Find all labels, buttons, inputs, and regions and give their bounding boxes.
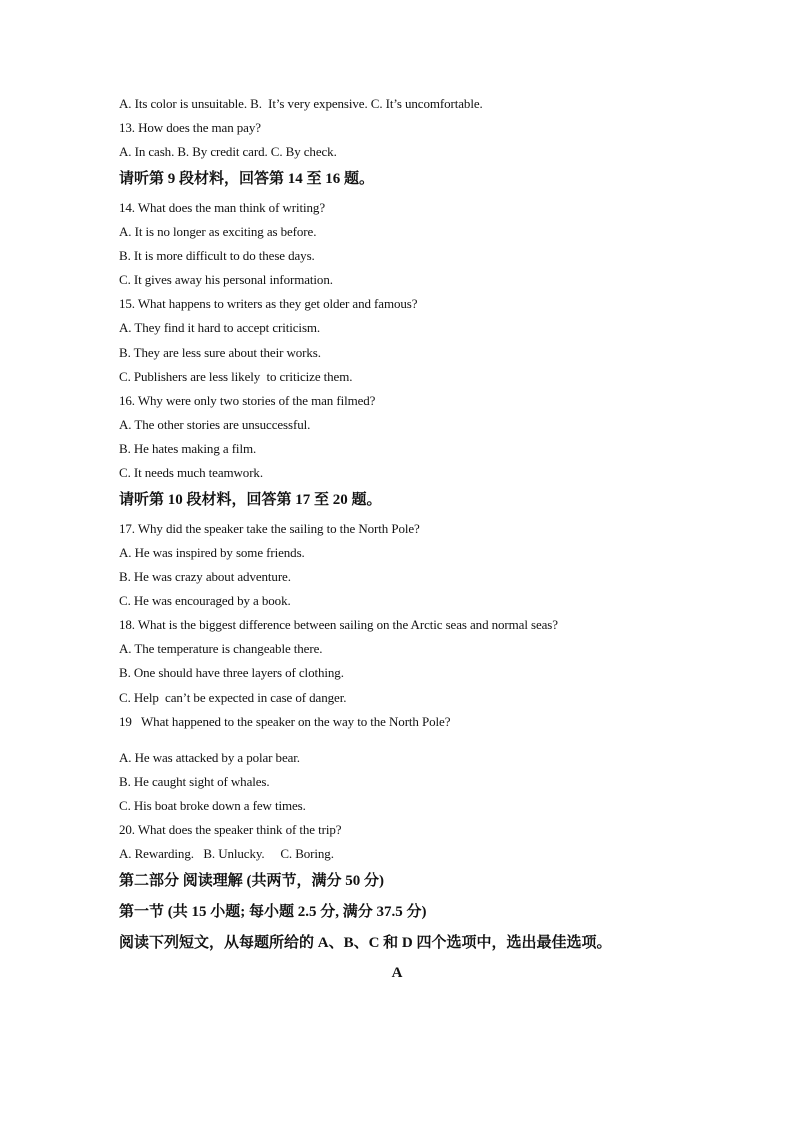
q14-option-b: B. It is more difficult to do these days.	[119, 248, 315, 263]
q15-option-a: A. They find it hard to accept criticism.	[119, 320, 321, 335]
q15-option-b: B. They are less sure about their works.	[119, 345, 321, 360]
part-two-heading: 第二部分 阅读理解 (共两节，满分 50 分)	[119, 873, 384, 889]
q14-option-a: A. It is no longer as exciting as before.	[119, 224, 317, 239]
q16-option-c: C. It needs much teamwork.	[119, 465, 263, 480]
q15-option-c: C. Publishers are less likely to criticize them.	[119, 369, 353, 384]
q16-option-b: B. He hates making a film.	[119, 441, 257, 456]
q18-option-c: C. Help can’t be expected in case of danger.	[119, 690, 347, 705]
q14-option-c: C. It gives away his personal information.	[119, 272, 333, 287]
q20-question: 20. What does the speaker think of the trip?	[119, 822, 342, 837]
q18-option-a: A. The temperature is changeable there.	[119, 641, 323, 656]
q15-question: 15. What happens to writers as they get older and famous?	[119, 296, 418, 311]
q18-question: 18. What is the biggest difference between sailing on the Arctic seas and normal seas?	[119, 617, 558, 632]
section-heading-passage-9: 请听第 9 段材料，回答第 14 至 16 题。	[119, 171, 375, 187]
q12-options: A. Its color is unsuitable. B. It’s very expensive. C. It’s uncomfortable.	[119, 96, 483, 111]
q19-question: 19 What happened to the speaker on the way to the North Pole?	[119, 714, 451, 729]
q16-question: 16. Why were only two stories of the man filmed?	[119, 393, 376, 408]
section-heading-passage-10: 请听第 10 段材料，回答第 17 至 20 题。	[119, 492, 382, 508]
q19-option-c: C. His boat broke down a few times.	[119, 798, 306, 813]
reading-instructions: 阅读下列短文，从每题所给的 A、B、C 和 D 四个选项中，选出最佳选项。	[119, 935, 612, 951]
q16-option-a: A. The other stories are unsuccessful.	[119, 417, 311, 432]
q13-options: A. In cash. B. By credit card. C. By check.	[119, 144, 337, 159]
q14-question: 14. What does the man think of writing?	[119, 200, 325, 215]
q19-option-a: A. He was attacked by a polar bear.	[119, 750, 300, 765]
q19-option-b: B. He caught sight of whales.	[119, 774, 270, 789]
q17-option-b: B. He was crazy about adventure.	[119, 569, 291, 584]
section-one-heading: 第一节 (共 15 小题; 每小题 2.5 分, 满分 37.5 分)	[119, 904, 427, 920]
q18-option-b: B. One should have three layers of clothing.	[119, 665, 344, 680]
q17-question: 17. Why did the speaker take the sailing to the North Pole?	[119, 521, 420, 536]
q17-option-c: C. He was encouraged by a book.	[119, 593, 291, 608]
passage-a-label: A	[391, 965, 403, 981]
q20-options: A. Rewarding. B. Unlucky. C. Boring.	[119, 846, 334, 861]
q13-question: 13. How does the man pay?	[119, 120, 261, 135]
q17-option-a: A. He was inspired by some friends.	[119, 545, 305, 560]
